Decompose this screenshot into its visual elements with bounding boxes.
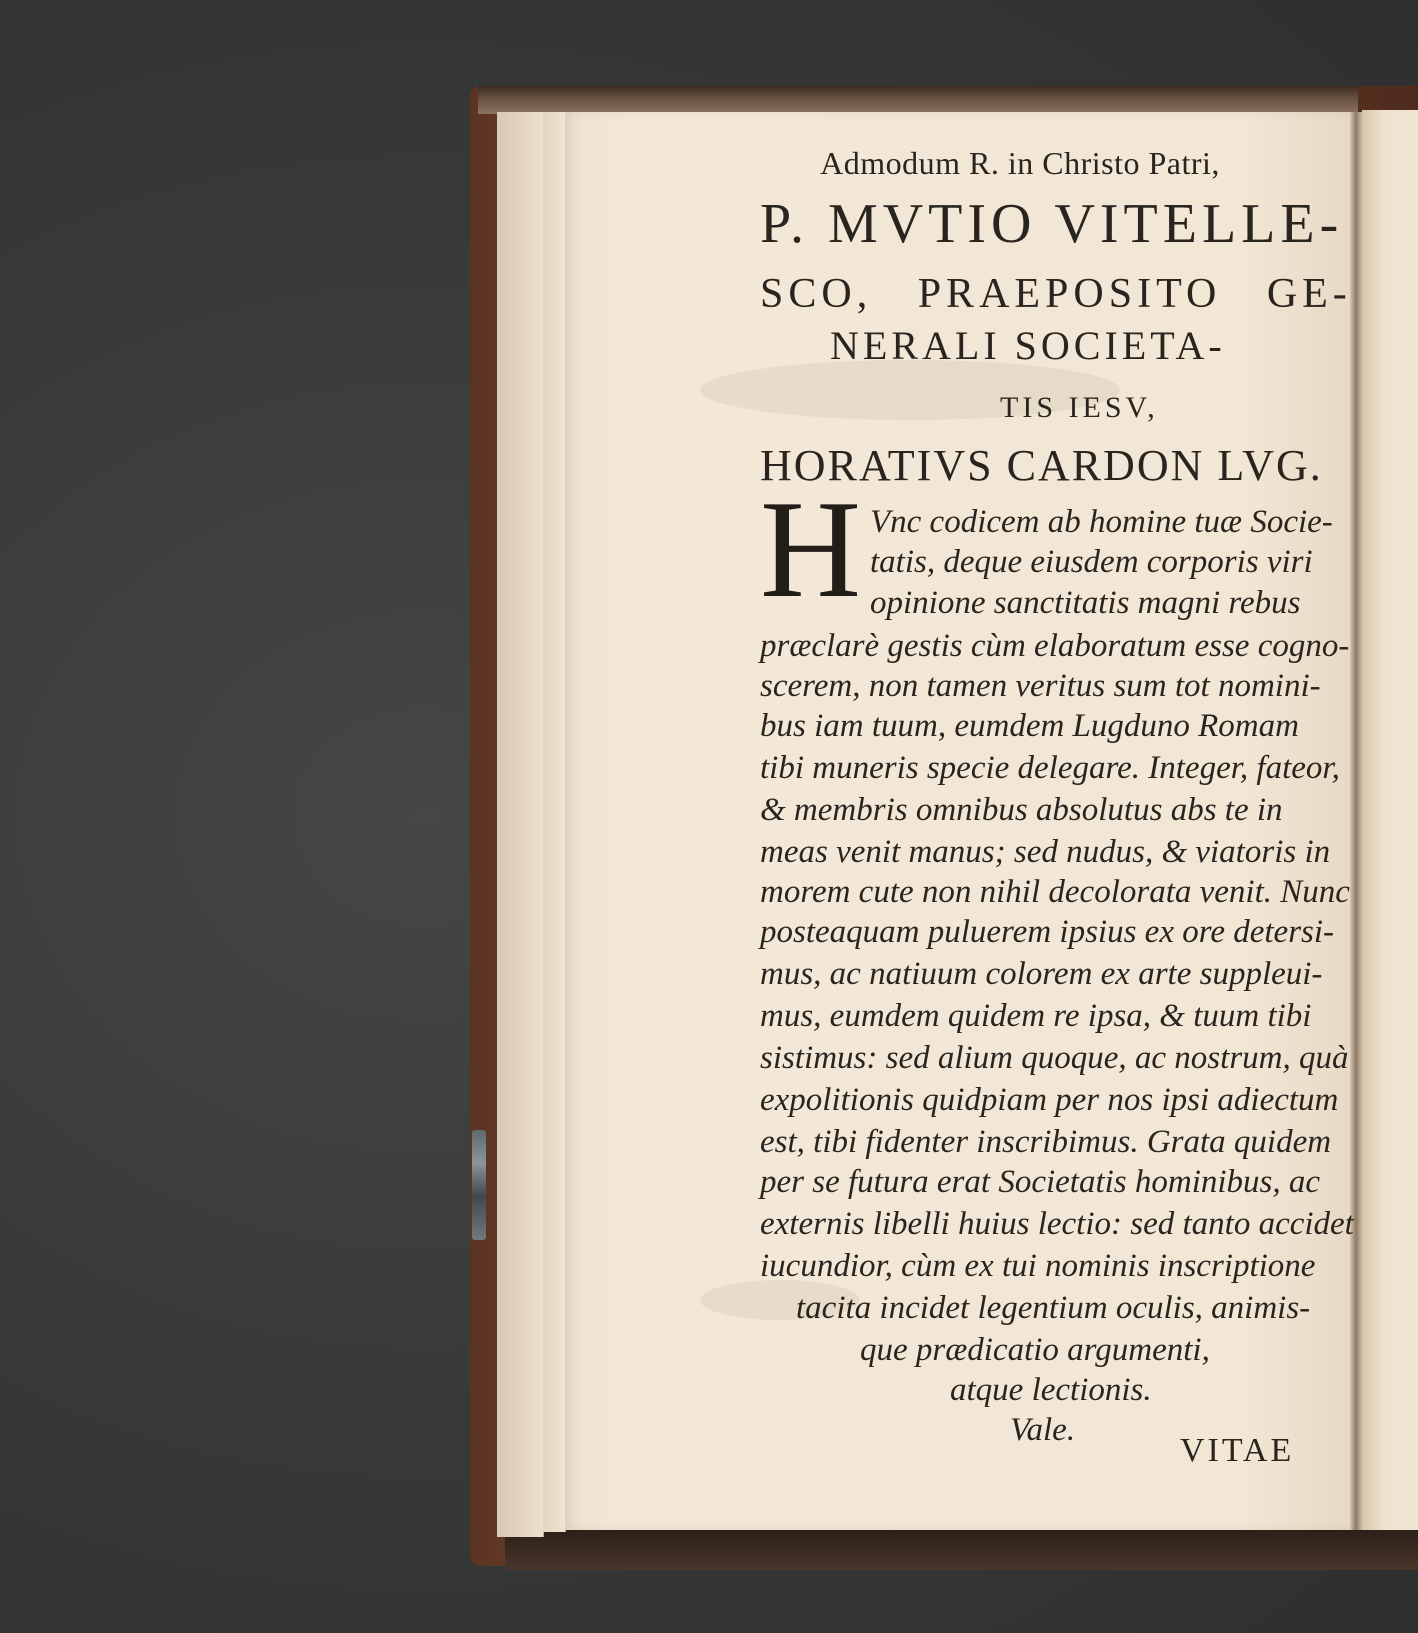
drop-cap-letter: H [760, 472, 862, 627]
book-gutter [1350, 112, 1362, 1530]
body-line: per se futura erat Societatis hominibus, ac [760, 1164, 1321, 1200]
body-line: scerem, non tamen veritus sum tot nomini- [760, 668, 1321, 704]
body-line: que prædicatio argumenti, [860, 1332, 1210, 1368]
body-line: tibi muneris specie delegare. Integer, fateor, [760, 750, 1340, 786]
body-line: tatis, deque eiusdem corporis viri [870, 544, 1313, 580]
dedicatee-name-line1: P. MVTIO VITELLE- [760, 193, 1344, 255]
body-line: sistimus: sed alium quoque, ac nostrum, quà [760, 1040, 1349, 1076]
body-line: opinione sanctitatis magni rebus [870, 585, 1301, 621]
body-line: iucundior, cùm ex tui nominis inscriptione [760, 1248, 1316, 1284]
book-cover-bottom-edge [505, 1530, 1418, 1570]
body-line: tacita incidet legentium oculis, animis- [796, 1290, 1311, 1326]
body-line: expolitionis quidpiam per nos ipsi adiectum [760, 1082, 1339, 1118]
body-line: mus, ac natiuum colorem ex arte suppleui- [760, 956, 1323, 992]
facing-page-edge [1362, 110, 1418, 1530]
dedicatee-name-line2: SCO, PRAEPOSITO GE- [760, 271, 1352, 317]
body-line: atque lectionis. [950, 1372, 1152, 1408]
clasp-remnant [472, 1130, 486, 1240]
body-line: morem cute non nihil decolorata venit. Nunc [760, 874, 1350, 910]
closing-vale: Vale. [1010, 1412, 1076, 1448]
body-line: Vnc codicem ab homine tuæ Socie- [870, 504, 1333, 540]
body-line: bus iam tuum, eumdem Lugduno Romam [760, 708, 1299, 744]
page-stack-edge [497, 112, 544, 1537]
dedicatee-name-line4: TIS IESV, [1000, 391, 1159, 424]
body-line: est, tibi fidenter inscribimus. Grata quidem [760, 1124, 1332, 1160]
body-line: externis libelli huius lectio: sed tanto accidet [760, 1206, 1354, 1242]
body-line: præclarè gestis cùm elaboratum esse cogno- [760, 628, 1350, 664]
dedicatee-name-line3: NERALI SOCIETA- [830, 323, 1226, 368]
body-line: posteaquam puluerem ipsius ex ore detersi- [760, 914, 1335, 950]
author-name: HORATIVS CARDON LVG. [760, 441, 1323, 490]
page-stack-edge-inner [543, 112, 566, 1532]
dedication-salutation: Admodum R. in Christo Patri, [820, 145, 1220, 181]
body-line: & membris omnibus absolutus abs te in [760, 792, 1283, 828]
body-line: meas venit manus; sed nudus, & viatoris in [760, 834, 1331, 870]
catchword: VITAE [1180, 1432, 1295, 1469]
body-line: mus, eumdem quidem re ipsa, & tuum tibi [760, 998, 1312, 1034]
book-cover-top-edge [478, 86, 1358, 114]
